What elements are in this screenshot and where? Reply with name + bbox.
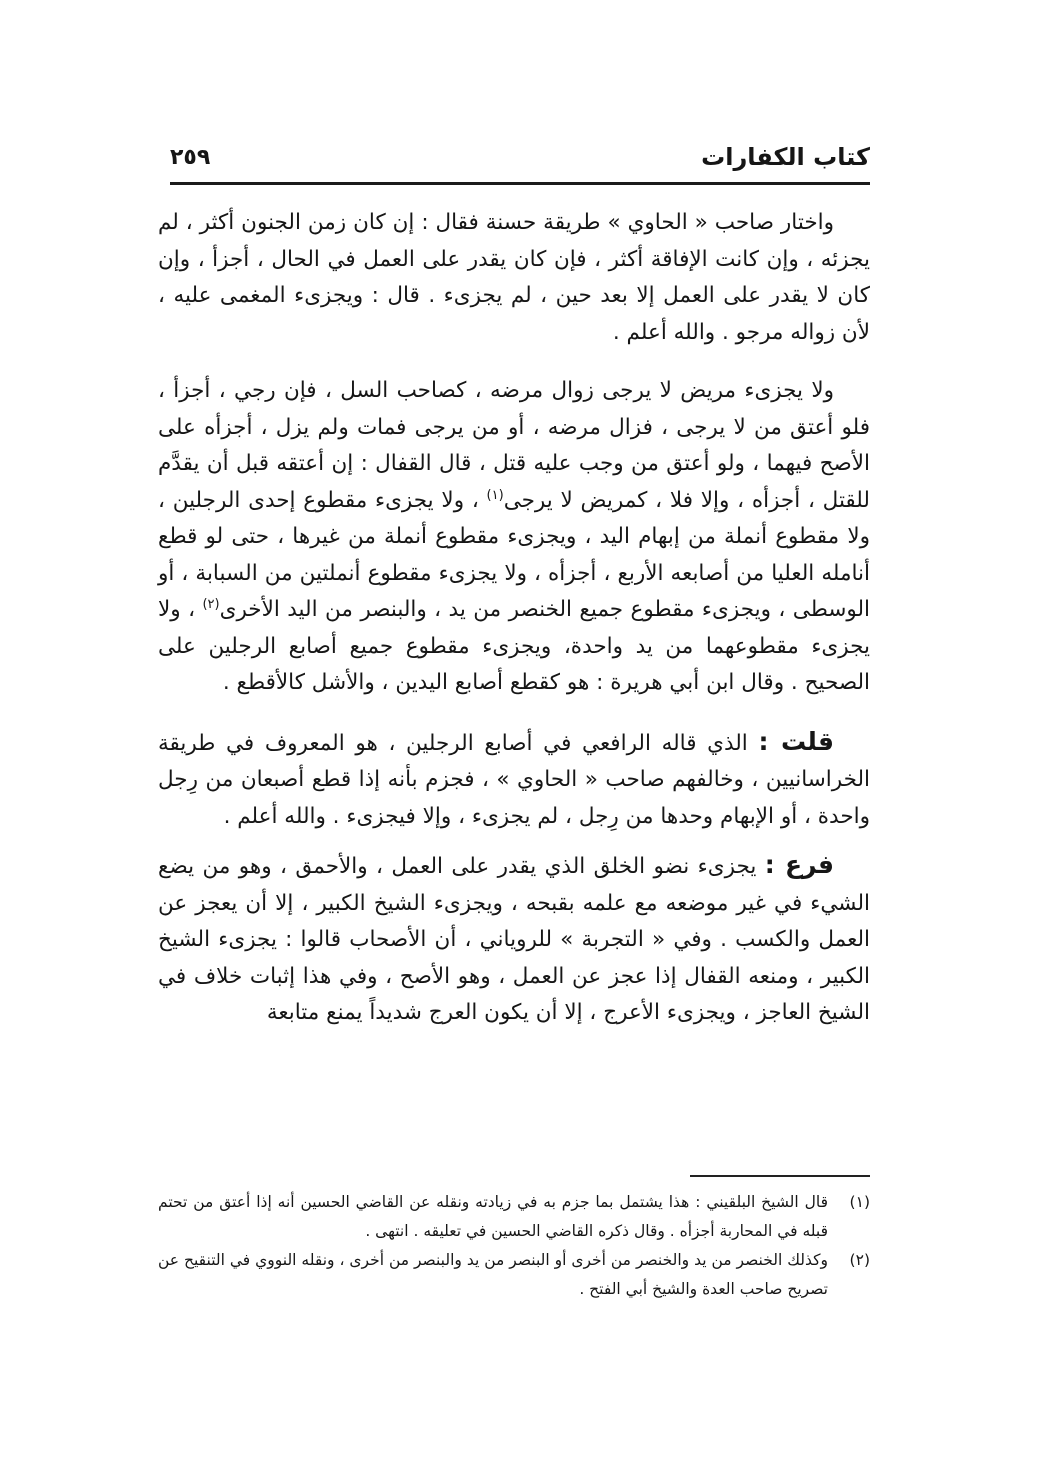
running-header (170, 143, 870, 183)
header-divider (170, 182, 870, 185)
footnote-text: قال الشيخ البلقيني : هذا يشتمل بما جزم به في زيادته ونقله عن القاضي الحسين أنه إذا أعتق من تحتم قبله في المحاربة أجزأه . وقال ذكره القاضي الحسين في تعليقه . انتهى . (158, 1193, 828, 1240)
paragraph-3-text: الذي قاله الرافعي في أصابع الرجلين ، هو المعروف في طريقة الخراسانيين ، وخالفهم صاحب « الحاوي » ، فجزم بأنه إذا قطع أصبعان من رِجل واحدة ، أو الإبهام وحدها من رِجل ، لم يجزىء ، وإلا فيجزىء . والله أعلم . (158, 730, 870, 829)
paragraph-3 (158, 724, 870, 836)
paragraph-1: واختار صاحب « الحاوي » طريقة حسنة فقال : إن كان زمن الجنون أكثر ، لم يجزئه ، وإن كانت الإفاقة أكثر ، فإن كان يقدر على العمل في الحال ، أجزأ ، وإن كان لا يقدر على العمل إلا بعد حين ، لم يجزىء . قال : ويجزىء المغمى عليه ، لأن زواله مرجو . والله أعلم . (158, 210, 870, 345)
main-text (158, 205, 870, 1042)
paragraph-4-text: يجزىء نضو الخلق الذي يقدر على العمل ، والأحمق ، وهو من يضع الشيء في غير موضعه مع علمه بقبحه ، ويجزىء الشيخ الكبير ، إلا أن يعجز عن العمل والكسب . وفي « التجربة » للروياني ، أن الأصحاب قالوا : يجزىء الشيخ الكبير ، ومنعه القفال إذا عجز عن العمل ، وهو الأصح ، وفي هذا إثبات خلاف في الشيخ العاجز ، ويجزىء الأعرج ، إلا أن يكون العرج شديداً يمنع متابعة (158, 854, 870, 1025)
paragraph-2-part-b: ، ولا يجزىء مقطوع إحدى الرجلين ، ولا مقطوع أنملة من إبهام اليد ، ويجزىء مقطوع أنملة من غيرها ، حتى لو قطع أنامله العليا من أصابعه الأربع ، أجزأه ، ولا يجزىء مقطوع أنملتين من السبابة ، أو الوسطى ، ويجزىء مقطوع جميع الخنصر من يد ، والبنصر من اليد الأخرى (158, 487, 870, 622)
chapter-title: كتاب الكفارات (701, 143, 870, 171)
page-number: ٢٥٩ (170, 145, 211, 170)
footnote-1 (158, 1188, 870, 1246)
footnote-divider (690, 1175, 870, 1177)
footnote-ref-2[interactable]: (٢) (202, 596, 220, 612)
footnotes (158, 1188, 870, 1304)
qultu-lead: قلت : (758, 726, 834, 756)
footnote-2 (158, 1246, 870, 1304)
paragraph-4 (158, 847, 870, 1032)
footnote-number: (٢) (849, 1251, 870, 1269)
paragraph-2-part-c: ، ولا يجزىء مقطوعهما من يد واحدة، ويجزىء مقطوع جميع أصابع الرجلين على الصحيح . وقال ابن أبي هريرة : هو كقطع أصابع اليدين ، والأشل كالأقطع . (158, 597, 870, 695)
paragraph-2 (158, 373, 870, 702)
far-lead: فرع : (764, 850, 835, 879)
paragraph-2-part-a: ولا يجزىء مريض لا يرجى زوال مرضه ، كصاحب السل ، فإن رجي ، أجزأ ، فلو أعتق من لا يرجى ، فزال مرضه ، أو من يرجى فمات ولم يزل ، أجزأه على الأصح فيهما ، ولو أعتق من وجب عليه قتل ، قال القفال : إن أعتقه قبل أن يقدَّم للقتل ، أجزأه ، وإلا فلا ، كمريض لا يرجى (158, 378, 870, 513)
footnote-ref-1[interactable]: (١) (486, 487, 504, 503)
footnote-number: (١) (849, 1193, 870, 1211)
footnote-text: وكذلك الخنصر من يد والخنصر من أخرى أو البنصر من يد والبنصر من أخرى ، ونقله النووي في التنقيح عن تصريح صاحب العدة والشيخ أبي الفتح . (158, 1251, 828, 1298)
